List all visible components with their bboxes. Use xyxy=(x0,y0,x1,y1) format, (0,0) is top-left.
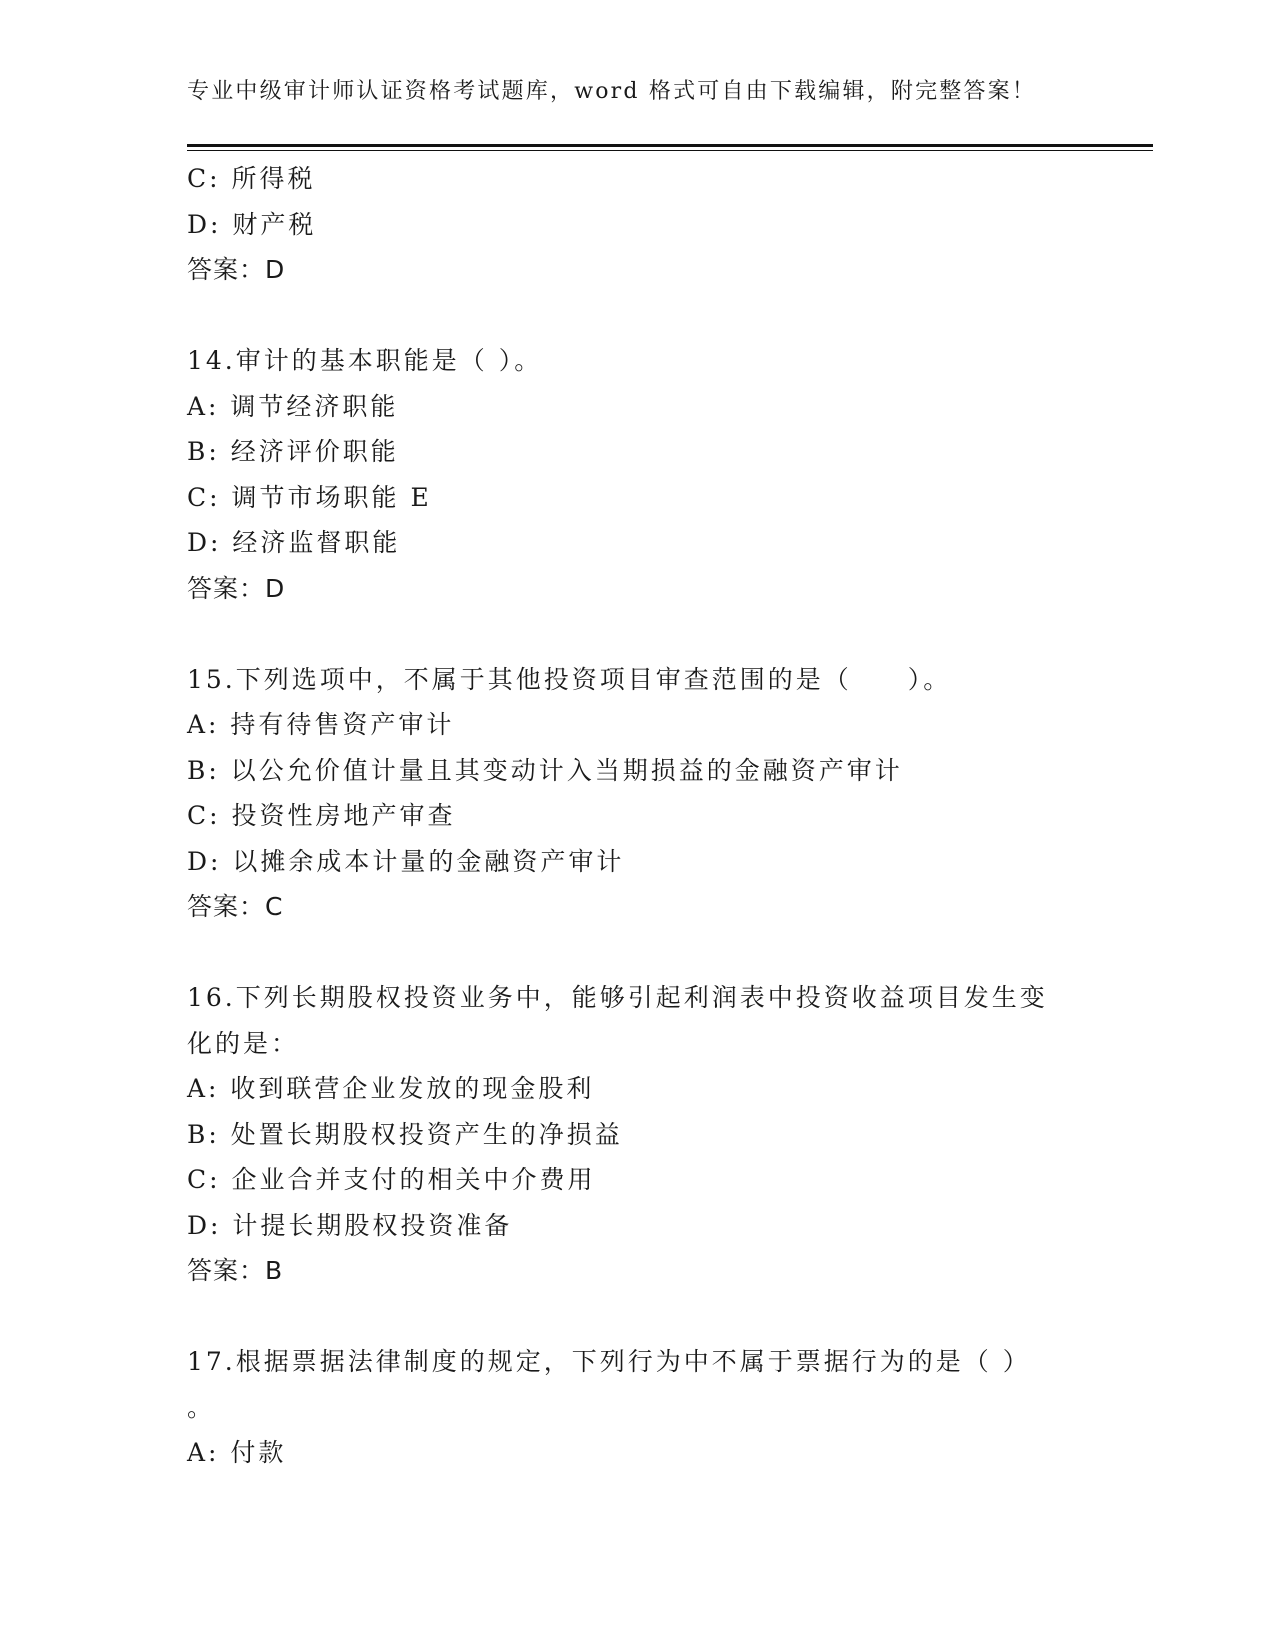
option-c: C: 企业合并支付的相关中介费用 xyxy=(187,1165,596,1194)
question-stem: 15.下列选项中，不属于其他投资项目审查范围的是（ ）。 xyxy=(187,664,952,694)
option-c: C: 所得税 xyxy=(187,164,316,193)
page-header: 专业中级审计师认证资格考试题库，word 格式可自由下载编辑，附完整答案！ xyxy=(187,79,1037,104)
spacer xyxy=(187,611,1107,657)
document-body xyxy=(187,156,1107,1476)
header-rule-thick xyxy=(187,144,1153,147)
option-b: B: 以公允价值计量且其变动计入当期损益的金融资产审计 xyxy=(187,755,903,785)
option-d: D: 财产税 xyxy=(187,209,317,239)
option-c: C: 调节市场职能 E xyxy=(187,482,432,512)
option-b: B: 处置长期股权投资产生的净损益 xyxy=(187,1119,623,1149)
answer-line: 答案：C xyxy=(187,892,284,921)
spacer xyxy=(187,930,1107,976)
question-stem-line-2: 化的是： xyxy=(187,1028,300,1058)
spacer xyxy=(187,293,1107,339)
answer-line: 答案：B xyxy=(187,1256,284,1285)
option-d: D: 计提长期股权投资准备 xyxy=(187,1210,513,1240)
option-a: A: 付款 xyxy=(187,1438,287,1467)
option-a: A: 收到联营企业发放的现金股利 xyxy=(187,1074,595,1103)
question-stem-line-2: 。 xyxy=(187,1392,216,1422)
spacer xyxy=(187,1294,1107,1340)
header-rule-thin xyxy=(187,150,1153,151)
question-stem: 14.审计的基本职能是（ ）。 xyxy=(187,346,543,375)
question-stem-line-1: 17.根据票据法律制度的规定，下列行为中不属于票据行为的是（ ） xyxy=(187,1347,1031,1376)
question-stem-line-1: 16.下列长期股权投资业务中，能够引起利润表中投资收益项目发生变 xyxy=(187,983,1048,1012)
answer-line: 答案：D xyxy=(187,573,286,603)
option-a: A: 调节经济职能 xyxy=(187,391,399,421)
option-c: C: 投资性房地产审查 xyxy=(187,801,456,830)
option-d: D: 以摊余成本计量的金融资产审计 xyxy=(187,846,625,876)
answer-line: 答案：D xyxy=(187,255,286,284)
option-a: A: 持有待售资产审计 xyxy=(187,710,455,739)
option-d: D: 经济监督职能 xyxy=(187,528,401,557)
option-b: B: 经济评价职能 xyxy=(187,437,399,466)
